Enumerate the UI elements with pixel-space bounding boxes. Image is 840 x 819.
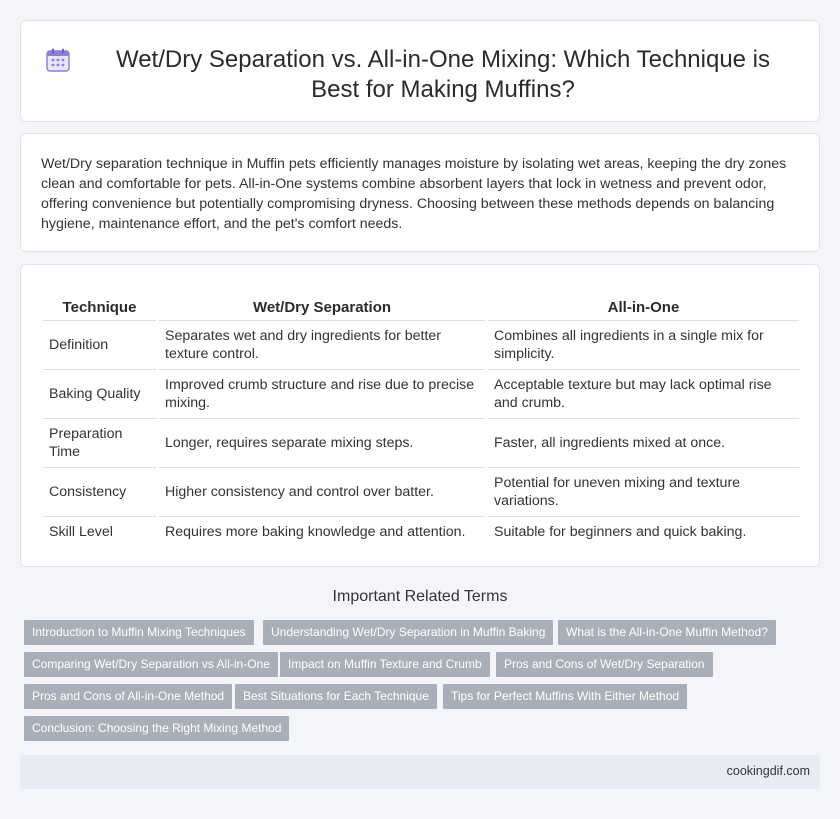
- related-terms-title: Important Related Terms: [332, 588, 508, 605]
- table-header: Technique: [43, 297, 156, 321]
- table-cell: Preparation Time: [43, 419, 156, 468]
- table-cell: Suitable for beginners and quick baking.: [494, 523, 747, 540]
- table-cell: Separates wet and dry ingredients for better texture control.: [159, 321, 485, 370]
- intro-text: Wet/Dry separation technique in Muffin pets efficiently manages moisture by isolating wet areas, keeping the dry zones clean and comfortable for pets. All-in-One systems combine absorbent layers that lock in wetness and prevent odor, offering convenience but potentially compromising dryness. Choosing between these methods depends on balancing hygiene, maintenance effort, and the pet's comfort needs.: [41, 156, 787, 232]
- related-term-tag[interactable]: Pros and Cons of Wet/Dry Separation: [496, 652, 713, 677]
- related-term-tag[interactable]: Impact on Muffin Texture and Crumb: [280, 652, 490, 677]
- table-row: [43, 321, 799, 370]
- comparison-table-card: [20, 264, 820, 567]
- table-row: [43, 370, 799, 419]
- related-term-tag[interactable]: What is the All-in-One Muffin Method?: [558, 620, 776, 645]
- footer: [20, 755, 820, 789]
- table-cell: Higher consistency and control over batter.: [159, 468, 485, 517]
- calendar-icon: [45, 47, 71, 73]
- header-card: [20, 20, 820, 122]
- table-cell: Skill Level: [49, 523, 113, 540]
- table-cell: Consistency: [43, 468, 156, 517]
- table-cell: Improved crumb structure and rise due to precise mixing.: [159, 370, 485, 419]
- footer-site-link[interactable]: cookingdif.com: [726, 764, 810, 778]
- table-header: All-in-One: [488, 297, 799, 321]
- table-cell: Combines all ingredients in a single mix for simplicity.: [488, 321, 799, 370]
- table-row: [43, 468, 799, 517]
- related-term-tag[interactable]: Pros and Cons of All-in-One Method: [24, 684, 232, 709]
- related-term-tag[interactable]: Comparing Wet/Dry Separation vs All-in-One: [24, 652, 278, 677]
- table-cell: Longer, requires separate mixing steps.: [159, 419, 485, 468]
- related-term-tag[interactable]: Understanding Wet/Dry Separation in Muffin Baking: [263, 620, 553, 645]
- related-term-tag[interactable]: Introduction to Muffin Mixing Techniques: [24, 620, 254, 645]
- page-title: Wet/Dry Separation vs. All-in-One Mixing: Which Technique is Best for Making Muffins?: [115, 46, 771, 103]
- table-header: Wet/Dry Separation: [159, 297, 485, 321]
- table-cell: Potential for uneven mixing and texture variations.: [488, 468, 799, 517]
- table-cell: Faster, all ingredients mixed at once.: [488, 419, 799, 468]
- table-cell: Acceptable texture but may lack optimal rise and crumb.: [488, 370, 799, 419]
- related-term-tag[interactable]: Best Situations for Each Technique: [235, 684, 437, 709]
- table-cell: Definition: [43, 321, 156, 370]
- table-header-row: [43, 297, 799, 321]
- table-row: [43, 517, 799, 546]
- comparison-table: [43, 297, 799, 546]
- table-row: [43, 419, 799, 468]
- related-term-tag[interactable]: Conclusion: Choosing the Right Mixing Method: [24, 716, 289, 741]
- table-cell: Baking Quality: [43, 370, 156, 419]
- table-cell: Requires more baking knowledge and attention.: [165, 523, 466, 540]
- intro-card: [20, 133, 820, 252]
- related-term-tag[interactable]: Tips for Perfect Muffins With Either Method: [443, 684, 687, 709]
